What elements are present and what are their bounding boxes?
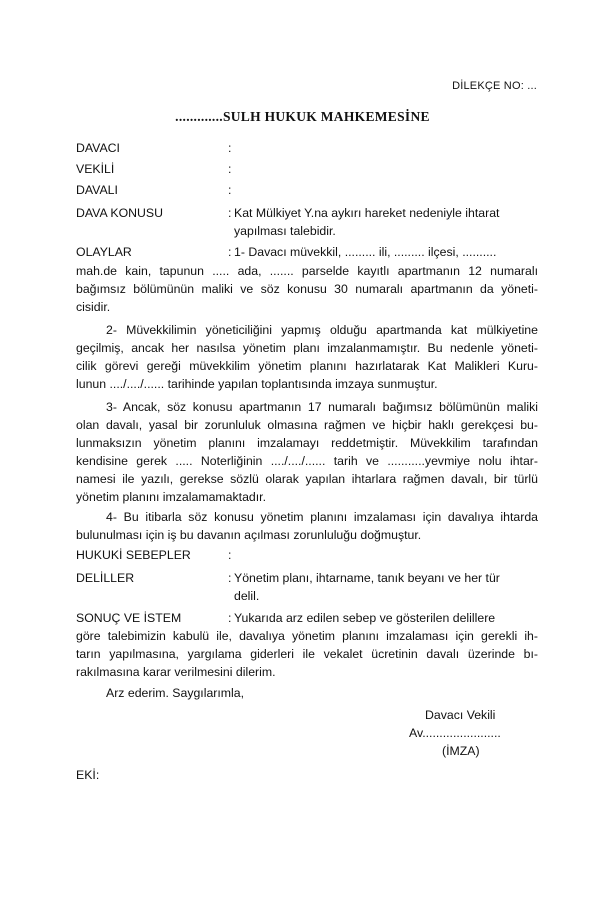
separator: : <box>228 611 232 625</box>
evidence-label: DELİLLER <box>76 571 135 585</box>
evidence-text: Yönetim planı, ihtarname, tanık beyanı ve her tür <box>234 571 500 585</box>
separator: : <box>228 141 232 155</box>
defendant-label: DAVALI <box>76 183 118 197</box>
separator: : <box>228 162 232 176</box>
signature-role: Davacı Vekili <box>425 708 496 722</box>
separator: : <box>228 571 232 585</box>
request-text: göre talebimizin kabulü ile, davalıya yönetim planını imzalaması için gerekli ih- <box>76 629 538 643</box>
facts-paragraph-2: 2- Müvekkilimin yöneticiliğini yapmış olduğu apartmanda kat mülkiyetine <box>106 323 538 337</box>
facts-paragraph-2: lunun ..../..../...... tarihinde yapılan toplantısında imzaya sunmuştur. <box>76 377 438 391</box>
subject-text: Kat Mülkiyet Y.na aykırı hareket nedeniyle ihtarat <box>234 206 500 220</box>
request-text: tarın yapılmasına, yargılama giderleri ile vekalet ücretinin davalı üzerinde bı- <box>76 647 538 661</box>
plaintiff-label: DAVACI <box>76 141 120 155</box>
facts-paragraph-4: 4- Bu itibarla söz konusu yönetim planını imzalaması için davalıya ihtarda <box>106 510 538 524</box>
facts-paragraph-1: 1- Davacı müvekkil, ......... ili, ......... ilçesi, .......... <box>234 245 497 259</box>
request-text: rakılmasına karar verilmesini dilerim. <box>76 665 276 679</box>
closing-text: Arz ederim. Saygılarımla, <box>106 686 245 700</box>
facts-paragraph-3: 3- Ancak, söz konusu apartmanın 17 numaralı bağımsız bölümünün maliki <box>106 400 538 414</box>
evidence-text: delil. <box>234 589 260 603</box>
facts-paragraph-3: kendisine gerek ..... Noterliğinin ..../..../...... tarih ve ...........yevmiye nolu ihtar- <box>76 454 538 468</box>
facts-label: OLAYLAR <box>76 245 132 259</box>
subject-label: DAVA KONUSU <box>76 206 164 220</box>
facts-paragraph-3: lunmaksızın yönetim planını imzalamayı reddetmiştir. Müvekkilim tarafından <box>76 436 538 450</box>
facts-paragraph-3: yönetim planını imzalamamaktadır. <box>76 490 267 504</box>
attachments-label: EKİ: <box>76 768 100 782</box>
separator: : <box>228 183 232 197</box>
facts-paragraph-3: namesi ile yazılı, gerekse sözlü olarak yapılan ihtarlara rağmen davalı, bir türlü <box>76 472 538 486</box>
request-label: SONUÇ VE İSTEM <box>76 611 182 625</box>
separator: : <box>228 206 232 220</box>
facts-paragraph-4: bulunulması için iş bu davanın açılması zorunluluğu doğmuştur. <box>76 528 422 542</box>
subject-text: yapılması talebidir. <box>234 224 336 238</box>
petition-number: DİLEKÇE NO: ... <box>452 80 537 92</box>
court-title: .............SULH HUKUK MAHKEMESİNE <box>175 109 430 124</box>
separator: : <box>228 245 232 259</box>
facts-paragraph-1: mah.de kain, tapunun ..... ada, ....... parselde kayıtlı apartmanın 12 numaralı <box>76 264 538 278</box>
facts-paragraph-1: bağımsız bölümünün maliki ve söz konusu 30 numaralı apartmanın da yöneti- <box>76 282 538 296</box>
facts-paragraph-2: cilik görevi gereği müvekkilim yönetim planını hazırlatarak Kat Malikleri Kuru- <box>76 359 538 373</box>
request-text: Yukarıda arz edilen sebep ve gösterilen delillere <box>234 611 496 625</box>
separator: : <box>228 548 232 562</box>
signature-mark: (İMZA) <box>442 744 480 758</box>
facts-paragraph-1: cisidir. <box>76 300 111 314</box>
facts-paragraph-3: olan davalı, yasal bir zorunluluk olmasına rağmen ve hiçbir haklı gerekçesi bu- <box>76 418 538 432</box>
signature-name: Av....................... <box>409 726 501 740</box>
attorney-label: VEKİLİ <box>76 162 115 176</box>
facts-paragraph-2: geçilmiş, ancak her nasılsa yönetim planı imzalanmamıştır. Bu nedenle yöneti- <box>76 341 538 355</box>
legal-grounds-label: HUKUKİ SEBEPLER <box>76 548 191 562</box>
